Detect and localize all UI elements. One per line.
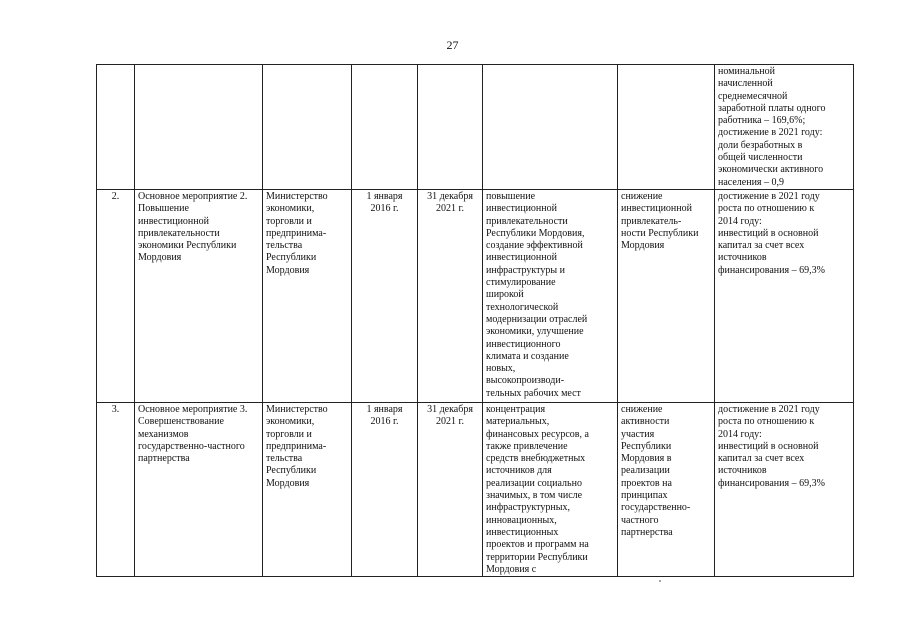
row-number-cell: 2. [97, 189, 135, 402]
risk-cell [618, 65, 715, 190]
risk-cell: снижение активности участия Республики Мордовия в реализации проектов на принципах государственно- частного партнерства [618, 402, 715, 576]
end-date-cell: 31 декабря 2021 г. [418, 189, 483, 402]
row-number-cell [97, 65, 135, 190]
start-date-cell: 1 января 2016 г. [352, 189, 418, 402]
start-date-cell: 1 января 2016 г. [352, 402, 418, 576]
executor-cell: Министерство экономики, торговли и предпринима- тельства Республики Мордовия [263, 189, 352, 402]
table-row [97, 402, 854, 576]
page-number: 27 [446, 38, 459, 52]
program-activities-table [96, 64, 854, 577]
scan-speck [659, 580, 661, 582]
start-date-cell [352, 65, 418, 190]
row-number-cell: 3. [97, 402, 135, 576]
executor-cell [263, 65, 352, 190]
indicator-cell: номинальной начисленной среднемесячной заработной платы одного работника – 169,6%; достижение в 2021 году: доли безработных в общей численности экономически активного населения – 0,9 [715, 65, 854, 190]
indicator-cell: достижение в 2021 году роста по отношению к 2014 году: инвестиций в основной капитал за счет всех источников финансирования – 69,3% [715, 402, 854, 576]
indicator-cell: достижение в 2021 году роста по отношению к 2014 году: инвестиций в основной капитал за счет всех источников финансирования – 69,3% [715, 189, 854, 402]
end-date-cell: 31 декабря 2021 г. [418, 402, 483, 576]
expected-result-cell: концентрация материальных, финансовых ресурсов, а также привлечение средств внебюджетных источников для реализации социально значимых, в том числе инфраструктурных, инновационных, инвестиционных проектов и программ на территории Республики Мордовия с [483, 402, 618, 576]
executor-cell: Министерство экономики, торговли и предпринима- тельства Республики Мордовия [263, 402, 352, 576]
risk-cell: снижение инвестиционной привлекатель- ности Республики Мордовия [618, 189, 715, 402]
expected-result-cell: повышение инвестиционной привлекательности Республики Мордовия, создание эффективной инвестиционной инфраструктуры и стимулирование широкой технологической модернизации отраслей экономики, улучшение инвестиционного климата и создание новых, высокопроизводи- тельных рабочих мест [483, 189, 618, 402]
expected-result-cell [483, 65, 618, 190]
activity-name-cell [135, 65, 263, 190]
table-row [97, 189, 854, 402]
end-date-cell [418, 65, 483, 190]
activity-name-cell: Основное мероприятие 2. Повышение инвестиционной привлекательности экономики Республики Мордовия [135, 189, 263, 402]
table-row [97, 65, 854, 190]
activity-name-cell: Основное мероприятие 3. Совершенствование механизмов государственно-частного партнерства [135, 402, 263, 576]
